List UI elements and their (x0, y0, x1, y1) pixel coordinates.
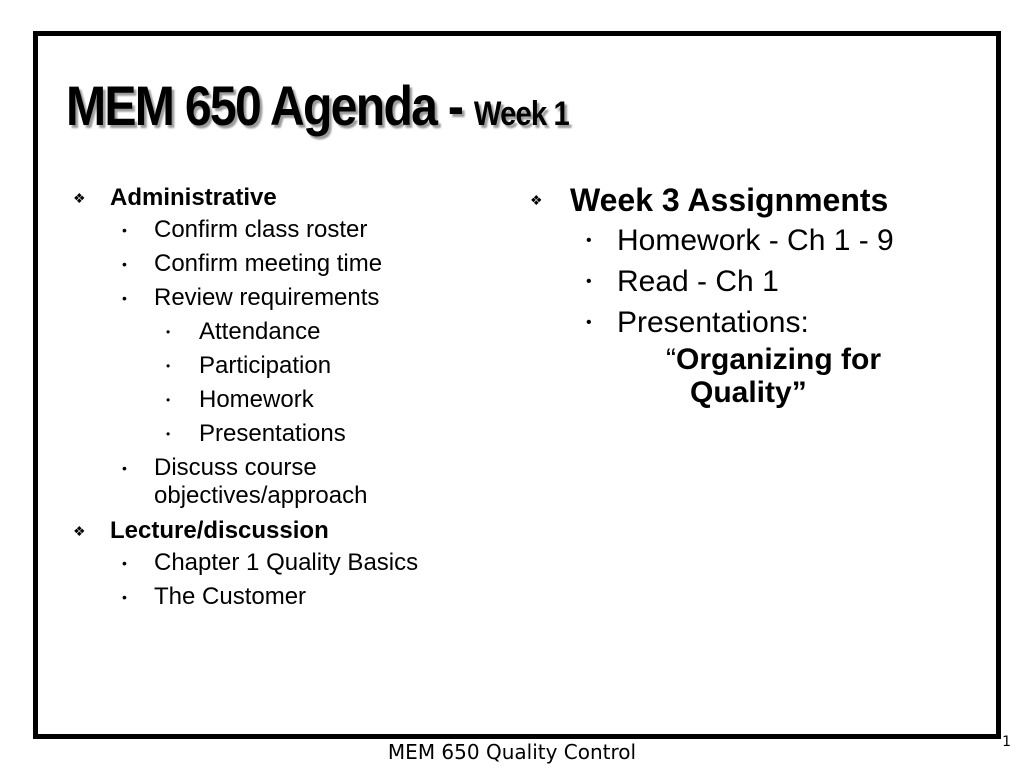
assignment-text: Homework - Ch 1 - 9 (617, 224, 894, 257)
dot-bullet-icon: • (166, 325, 171, 339)
topic-line2: Quality” (690, 376, 807, 409)
diamond-bullet-icon: ❖ (73, 523, 86, 539)
requirement-text: Attendance (199, 318, 321, 345)
administrative-label: Administrative (110, 184, 277, 211)
admin-item-text: Confirm class roster (154, 216, 368, 243)
admin-item (110, 247, 513, 281)
assignment-text: Presentations: (617, 306, 809, 339)
dot-bullet-icon: • (166, 359, 171, 373)
bullet-lecture (73, 516, 513, 614)
lecture-item-text: Chapter 1 Quality Basics (154, 549, 419, 576)
lecture-item (110, 546, 513, 580)
requirement-item (154, 417, 513, 451)
requirement-text: Presentations (199, 420, 346, 447)
discuss-line2: objectives/approach (154, 482, 368, 509)
requirement-text: Homework (199, 386, 314, 413)
dot-bullet-icon: • (166, 393, 171, 407)
requirement-item (154, 383, 513, 417)
page-number: 1 (1002, 734, 1011, 750)
diamond-bullet-icon: ❖ (530, 192, 543, 208)
slide-title (66, 76, 569, 144)
dot-bullet-icon: • (586, 314, 592, 331)
assignment-item (570, 261, 970, 302)
admin-item (110, 451, 513, 510)
bullet-administrative (73, 183, 513, 510)
left-column (73, 183, 513, 614)
title-week: Week 1 (473, 95, 569, 133)
dot-bullet-icon: • (122, 222, 127, 238)
admin-item-text: Review requirements (154, 284, 380, 311)
diamond-bullet-icon: ❖ (73, 190, 86, 206)
slide-footer: MEM 650 Quality Control (387, 740, 637, 764)
dot-bullet-icon: • (122, 460, 127, 476)
assignment-item (570, 302, 970, 343)
dot-bullet-icon: • (122, 589, 127, 605)
assignment-item (570, 220, 970, 261)
admin-item-text: Confirm meeting time (154, 250, 383, 277)
week3-heading: Week 3 Assignments (570, 182, 889, 218)
lecture-item-text: The Customer (154, 583, 307, 610)
quote-open: “ (666, 343, 676, 376)
bullet-week3 (530, 180, 970, 409)
title-main: MEM 650 Agenda - (66, 74, 474, 137)
assignment-text: Read - Ch 1 (617, 265, 779, 298)
dot-bullet-icon: • (122, 555, 127, 571)
lecture-label: Lecture/discussion (110, 517, 329, 544)
requirement-item (154, 315, 513, 349)
lecture-item (110, 580, 513, 614)
presentation-topic (570, 343, 966, 409)
dot-bullet-icon: • (122, 256, 127, 272)
dot-bullet-icon: • (586, 232, 592, 249)
requirement-item (154, 349, 513, 383)
discuss-line1: Discuss course (154, 454, 317, 481)
slide-frame (33, 31, 1001, 739)
dot-bullet-icon: • (586, 273, 592, 290)
admin-item (110, 281, 513, 451)
right-column (530, 180, 970, 409)
dot-bullet-icon: • (166, 427, 171, 441)
admin-item (110, 213, 513, 247)
topic-line1: Organizing for (676, 343, 881, 376)
requirement-text: Participation (199, 352, 332, 379)
dot-bullet-icon: • (122, 290, 127, 306)
